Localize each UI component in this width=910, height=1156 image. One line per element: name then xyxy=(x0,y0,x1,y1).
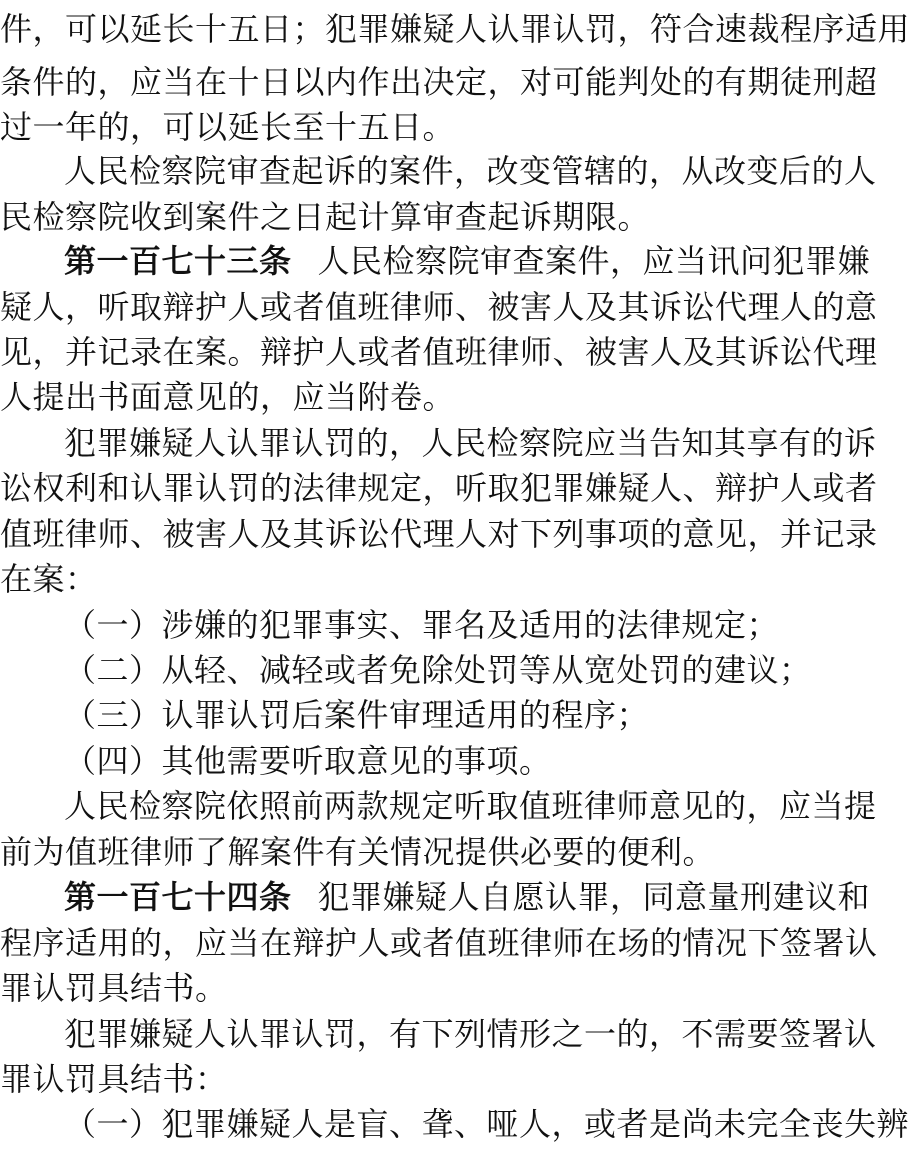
list-item: （四）其他需要听取意见的事项。 xyxy=(64,742,552,780)
text-line: 民检察院收到案件之日起计算审查起诉期限。 xyxy=(0,198,651,236)
text-line: 疑人，听取辩护人或者值班律师、被害人及其诉讼代理人的意 xyxy=(0,288,878,326)
text-line: 人提出书面意见的，应当附卷。 xyxy=(0,378,456,416)
text-line: 犯罪嫌疑人自愿认罪，同意量刑建议和 xyxy=(317,878,871,916)
text-line: 罪认罚具结书： xyxy=(0,1060,228,1098)
list-item: （三）认罪认罚后案件审理适用的程序； xyxy=(64,696,650,734)
list-item: （一）犯罪嫌疑人是盲、聋、哑人，或者是尚未完全丧失辨 xyxy=(64,1105,910,1143)
text-line: 值班律师、被害人及其诉讼代理人对下列事项的意见，并记录 xyxy=(0,515,878,553)
text-line: 过一年的，可以延长至十五日。 xyxy=(0,108,456,146)
article-heading: 第一百七十三条 xyxy=(64,242,292,280)
text-line: 人民检察院审查起诉的案件，改变管辖的，从改变后的人 xyxy=(64,152,877,190)
text-line: 犯罪嫌疑人认罪认罚，有下列情形之一的，不需要签署认 xyxy=(64,1015,877,1053)
text-line: 件，可以延长十五日；犯罪嫌疑人认罪认罚，符合速裁程序适用 xyxy=(0,10,910,48)
text-line: 犯罪嫌疑人认罪认罚的，人民检察院应当告知其享有的诉 xyxy=(64,424,877,462)
text-line: 人民检察院依照前两款规定听取值班律师意见的，应当提 xyxy=(64,787,877,825)
text-line: 前为值班律师了解案件有关情况提供必要的便利。 xyxy=(0,833,716,871)
text-line: 人民检察院审查案件，应当讯问犯罪嫌 xyxy=(317,242,871,280)
list-item: （二）从轻、减轻或者免除处罚等从宽处罚的建议； xyxy=(64,651,812,689)
text-line: 条件的，应当在十日以内作出决定，对可能判处的有期徒刑超 xyxy=(0,63,878,101)
list-item: （一）涉嫌的犯罪事实、罪名及适用的法律规定； xyxy=(64,606,780,644)
text-line: 见，并记录在案。辩护人或者值班律师、被害人及其诉讼代理 xyxy=(0,333,878,371)
text-line: 在案： xyxy=(0,560,98,598)
text-line: 罪认罚具结书。 xyxy=(0,969,228,1007)
text-line: 程序适用的，应当在辩护人或者值班律师在场的情况下签署认 xyxy=(0,924,878,962)
article-heading: 第一百七十四条 xyxy=(64,878,292,916)
text-line: 讼权利和认罪认罚的法律规定，听取犯罪嫌疑人、辩护人或者 xyxy=(0,469,878,507)
